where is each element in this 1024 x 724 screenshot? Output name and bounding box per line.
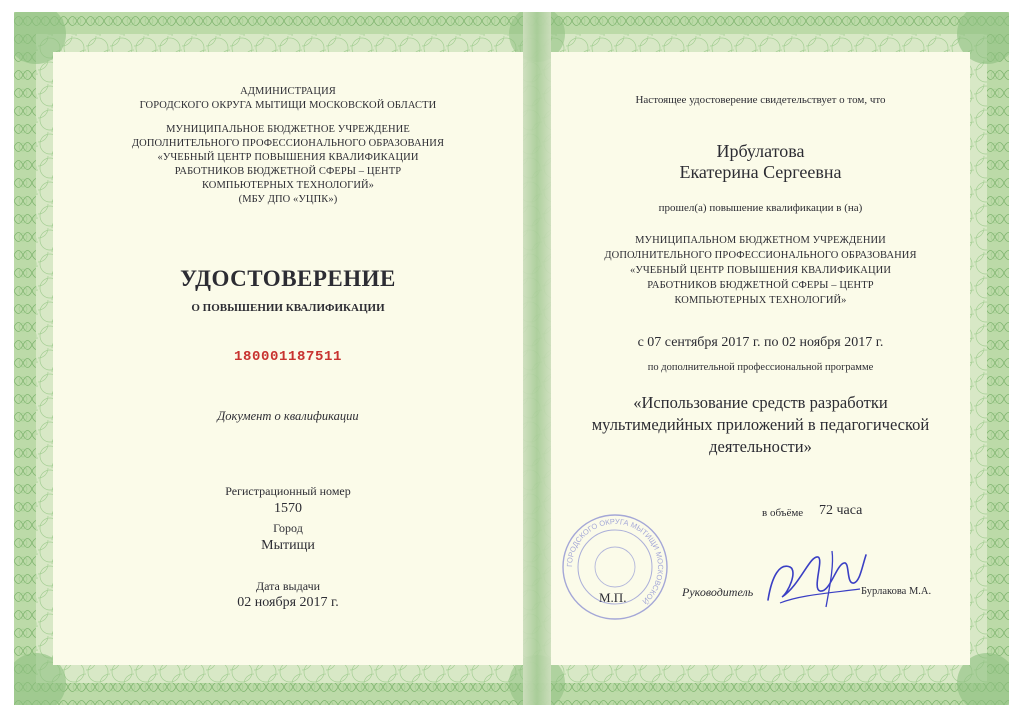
registration-label: Регистрационный номер [225,484,351,498]
org-line: «УЧЕБНЫЙ ЦЕНТР ПОВЫШЕНИЯ КВАЛИФИКАЦИИ [629,265,892,276]
program-title-line: мультимедийных приложений в педагогической [591,415,930,434]
org-line: МУНИЦИПАЛЬНОМ БЮДЖЕТНОМ УЧРЕЖДЕНИИ [635,235,886,246]
admin-line-2: ГОРОДСКОГО ОКРУГА МЫТИЩИ МОСКОВСКОЙ ОБЛАСТИ [139,100,437,111]
org-line: КОМПЬЮТЕРНЫХ ТЕХНОЛОГИЙ» [674,295,847,306]
city-value: Мытищи [261,538,315,553]
org-line: «УЧЕБНЫЙ ЦЕНТР ПОВЫШЕНИЯ КВАЛИФИКАЦИИ [157,152,419,163]
program-title-line: «Использование средств разработки [633,393,888,412]
volume-label: в объёме [762,507,804,519]
seal-place-label: М.П. [599,590,627,605]
org-line: ДОПОЛНИТЕЛЬНОГО ПРОФЕССИОНАЛЬНОГО ОБРАЗОВАНИЯ [604,250,917,261]
holder-given-names: Екатерина Сергеевна [679,162,842,182]
org-line: (МБУ ДПО «УЦПК») [238,194,338,205]
org-line: МУНИЦИПАЛЬНОЕ БЮДЖЕТНОЕ УЧРЕЖДЕНИЕ [166,124,410,135]
issue-date: 02 ноября 2017 г. [237,595,339,610]
certificate-subtitle: О ПОВЫШЕНИИ КВАЛИФИКАЦИИ [191,302,385,314]
city-label: Город [273,521,303,535]
document-type: Документ о квалификации [217,409,359,423]
head-label: Руководитель [682,585,754,599]
certificate-title: УДОСТОВЕРЕНИЕ [180,266,396,291]
official-stamp [560,512,670,622]
org-line: РАБОТНИКОВ БЮДЖЕТНОЙ СФЕРЫ – ЦЕНТР [174,166,402,177]
passed-text: прошел(а) повышение квалификации в (на) [658,202,863,214]
issue-date-label: Дата выдачи [255,579,321,593]
registration-number: 1570 [274,501,302,516]
admin-line-1: АДМИНИСТРАЦИЯ [240,86,336,97]
holder-surname: Ирбулатова [716,141,805,161]
center-fold [523,12,551,705]
program-title-line: деятельности» [709,437,812,456]
org-line: ДОПОЛНИТЕЛЬНОГО ПРОФЕССИОНАЛЬНОГО ОБРАЗОВАНИЯ [131,138,445,149]
volume-value: 72 часа [819,503,863,518]
left-page [53,52,523,665]
program-label: по дополнительной профессиональной программе [647,362,874,373]
study-period: с 07 сентября 2017 г. по 02 ноября 2017 г. [637,335,884,350]
stamp-text: ГОРОДСКОГО ОКРУГА МЫТИЩИ МОСКОВСКОЙ [564,516,666,606]
org-line: КОМПЬЮТЕРНЫХ ТЕХНОЛОГИЙ» [201,180,375,191]
head-name: Бурлакова М.А. [861,586,932,597]
handwritten-signature [760,545,870,620]
serial-number: 180001187511 [233,349,343,365]
intro-text: Настоящее удостоверение свидетельствует о том, что [635,94,886,106]
org-line: РАБОТНИКОВ БЮДЖЕТНОЙ СФЕРЫ – ЦЕНТР [647,280,874,291]
